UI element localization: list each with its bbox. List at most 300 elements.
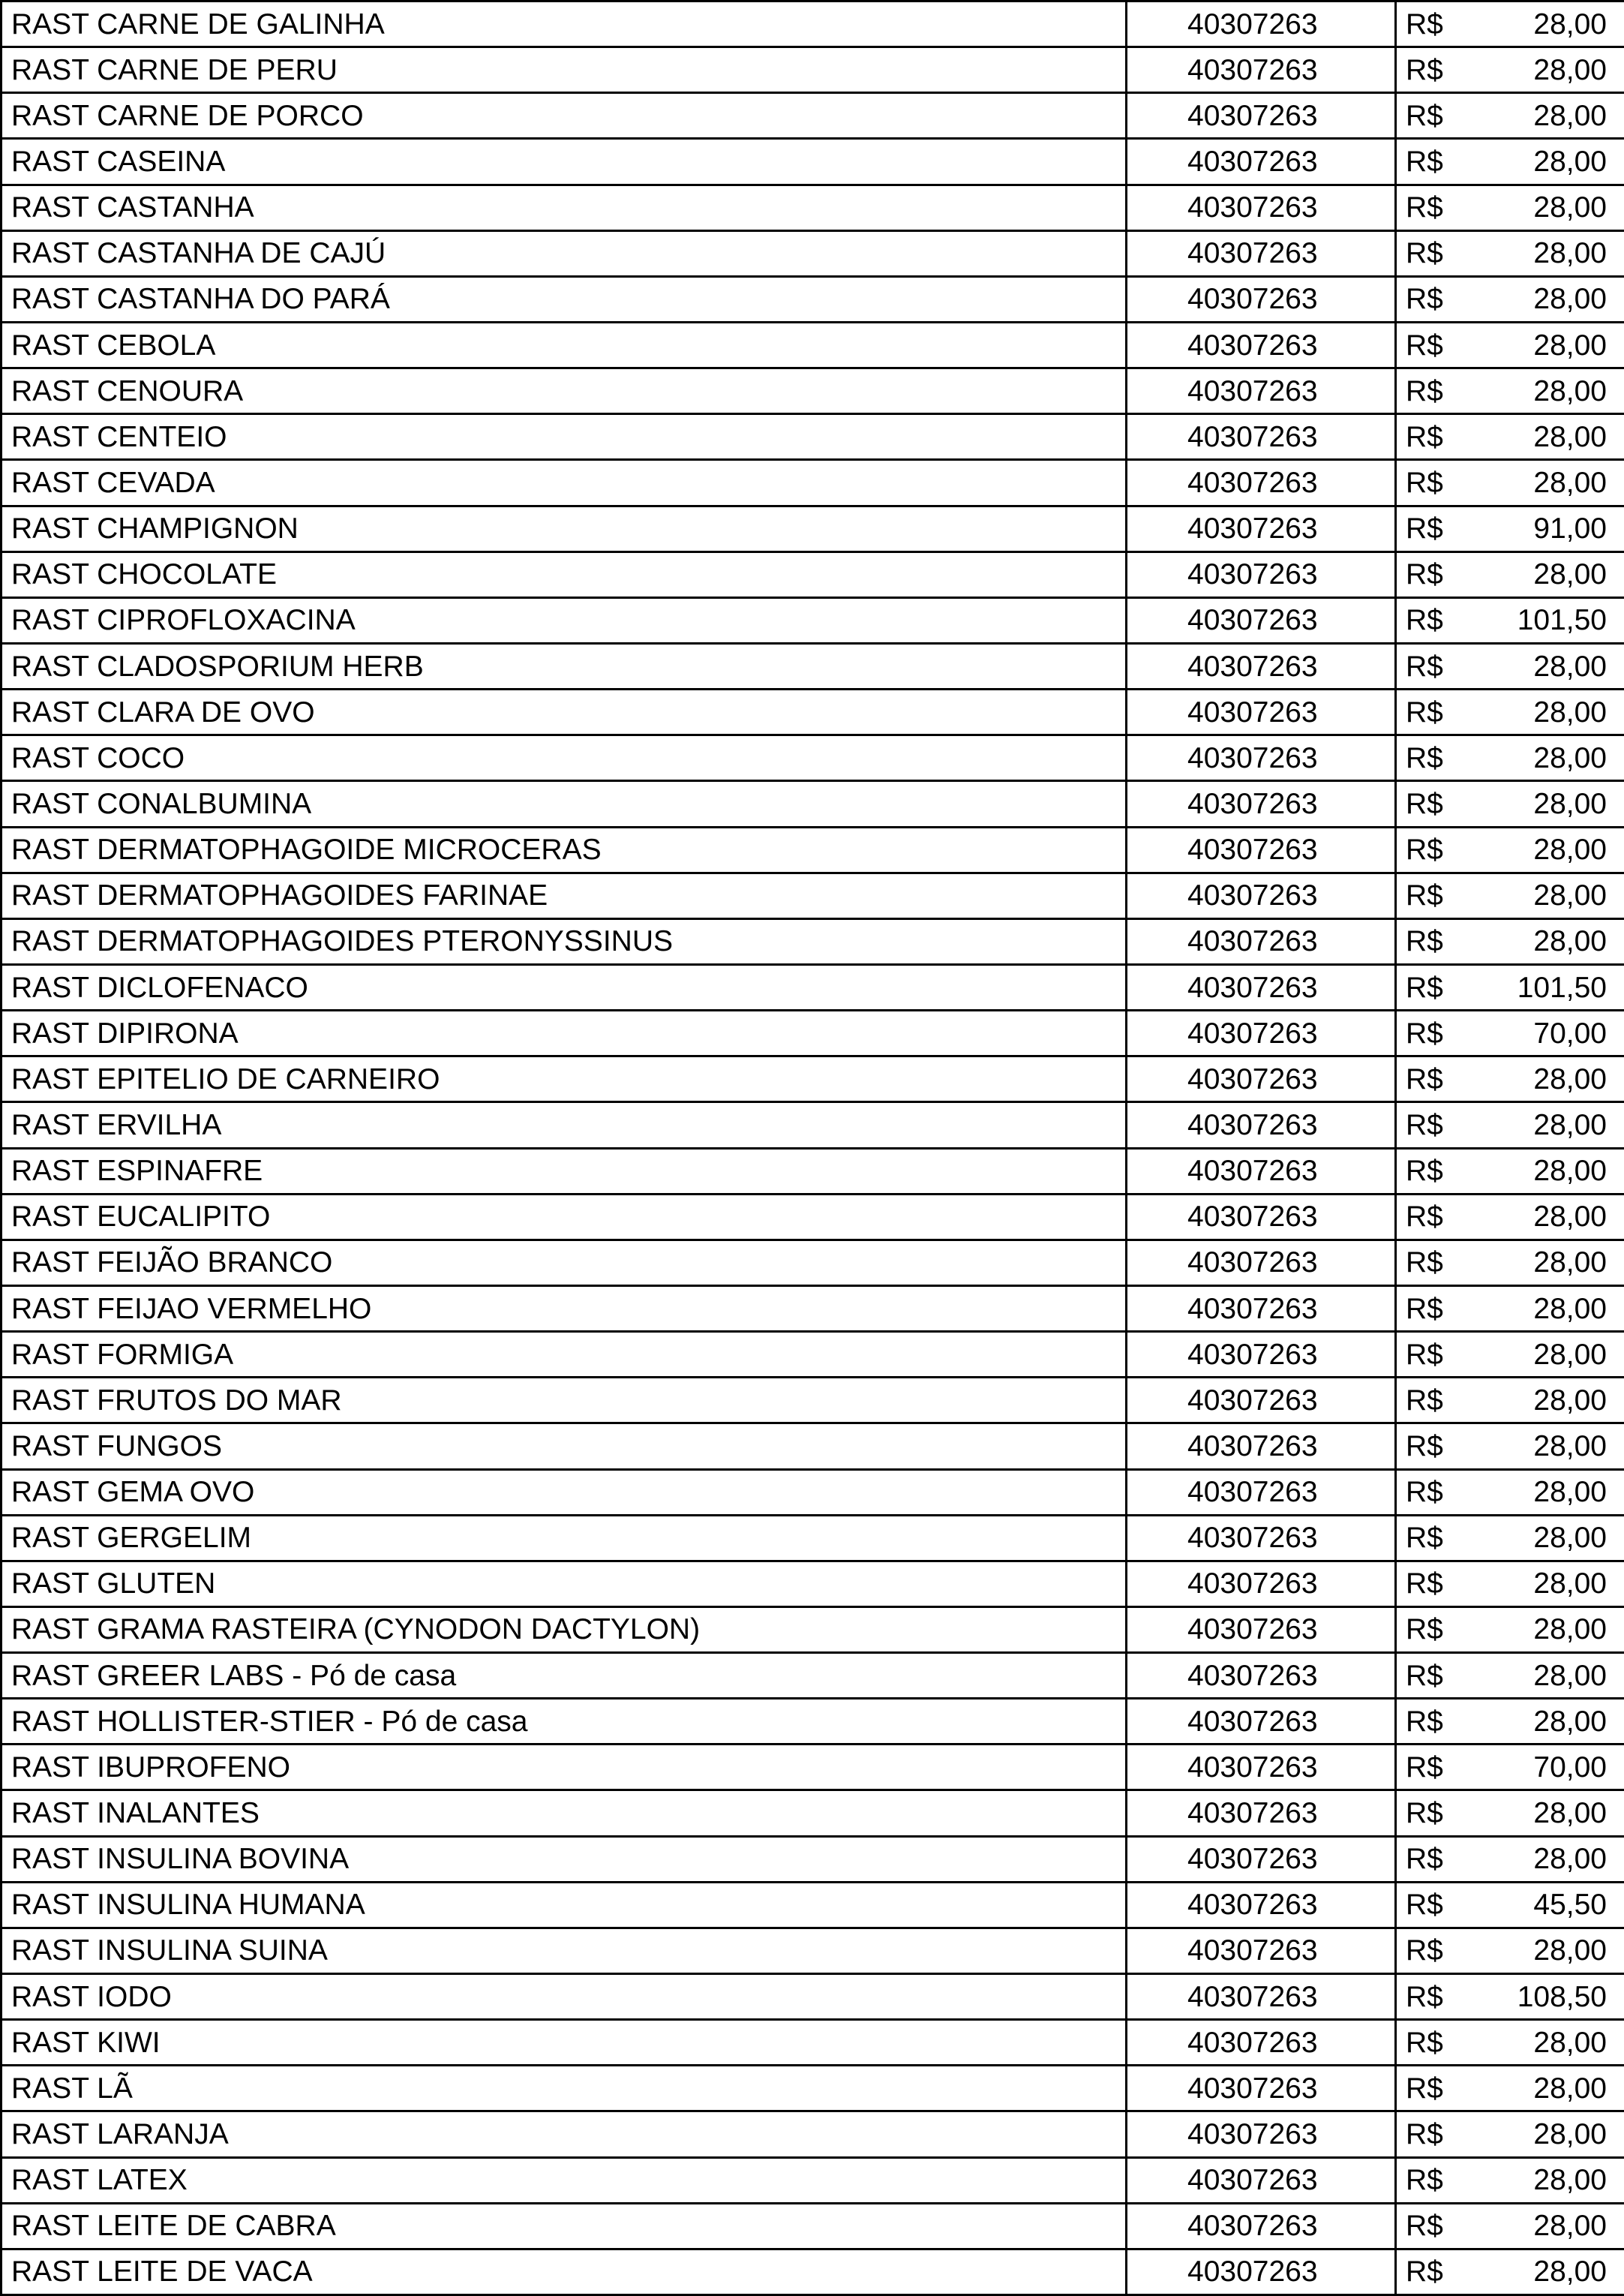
exam-name: RAST IBUPROFENO xyxy=(2,1745,1127,1790)
price-cell xyxy=(1396,1194,1624,1240)
price-cell xyxy=(1396,643,1624,689)
exam-name: RAST COCO xyxy=(2,735,1127,781)
table-row xyxy=(2,1745,1624,1790)
currency-symbol: R$ xyxy=(1406,1110,1511,1140)
price-cell xyxy=(1396,322,1624,368)
price-value: 28,00 xyxy=(1511,652,1607,681)
currency-symbol: R$ xyxy=(1406,1982,1511,2012)
exam-name: RAST CASEINA xyxy=(2,139,1127,185)
exam-name: RAST EPITELIO DE CARNEIRO xyxy=(2,1056,1127,1102)
price-table-body xyxy=(2,2,1624,2295)
price-value: 101,50 xyxy=(1511,973,1607,1002)
currency-symbol: R$ xyxy=(1406,1065,1511,1094)
price-cell xyxy=(1396,1836,1624,1882)
currency-symbol: R$ xyxy=(1406,1340,1511,1369)
currency-symbol: R$ xyxy=(1406,927,1511,956)
exam-name: RAST CONALBUMINA xyxy=(2,781,1127,827)
price-value: 70,00 xyxy=(1511,1019,1607,1048)
exam-code: 40307263 xyxy=(1127,47,1396,93)
price-cell xyxy=(1396,690,1624,735)
price-value: 28,00 xyxy=(1511,2257,1607,2286)
price-cell xyxy=(1396,1790,1624,1836)
price-value: 28,00 xyxy=(1511,193,1607,222)
exam-code: 40307263 xyxy=(1127,643,1396,689)
table-row xyxy=(2,964,1624,1010)
table-row xyxy=(2,643,1624,689)
exam-name: RAST INSULINA SUINA xyxy=(2,1928,1127,1973)
exam-code: 40307263 xyxy=(1127,276,1396,322)
currency-symbol: R$ xyxy=(1406,789,1511,819)
table-row xyxy=(2,2,1624,47)
exam-code: 40307263 xyxy=(1127,230,1396,276)
exam-name: RAST HOLLISTER-STIER - Pó de casa xyxy=(2,1699,1127,1745)
price-cell xyxy=(1396,93,1624,139)
exam-name: RAST DICLOFENACO xyxy=(2,964,1127,1010)
currency-symbol: R$ xyxy=(1406,2165,1511,2195)
exam-code: 40307263 xyxy=(1127,1928,1396,1973)
currency-symbol: R$ xyxy=(1406,560,1511,589)
table-row xyxy=(2,918,1624,964)
exam-code: 40307263 xyxy=(1127,1423,1396,1469)
price-cell xyxy=(1396,2203,1624,2249)
currency-symbol: R$ xyxy=(1406,1523,1511,1552)
exam-code: 40307263 xyxy=(1127,1561,1396,1606)
exam-code: 40307263 xyxy=(1127,1332,1396,1378)
price-value: 28,00 xyxy=(1511,1340,1607,1369)
table-row xyxy=(2,1102,1624,1148)
exam-code: 40307263 xyxy=(1127,1148,1396,1194)
exam-code: 40307263 xyxy=(1127,1974,1396,2020)
price-value: 28,00 xyxy=(1511,2028,1607,2057)
table-row xyxy=(2,1285,1624,1331)
exam-name: RAST CENOURA xyxy=(2,368,1127,414)
table-row xyxy=(2,1240,1624,1285)
price-value: 28,00 xyxy=(1511,2211,1607,2240)
price-cell xyxy=(1396,139,1624,185)
price-cell xyxy=(1396,2,1624,47)
currency-symbol: R$ xyxy=(1406,1661,1511,1690)
currency-symbol: R$ xyxy=(1406,1202,1511,1231)
price-value: 28,00 xyxy=(1511,101,1607,131)
price-value: 28,00 xyxy=(1511,1936,1607,1965)
table-row xyxy=(2,1056,1624,1102)
exam-code: 40307263 xyxy=(1127,1606,1396,1652)
currency-symbol: R$ xyxy=(1406,2074,1511,2103)
price-value: 28,00 xyxy=(1511,1156,1607,1186)
currency-symbol: R$ xyxy=(1406,193,1511,222)
price-cell xyxy=(1396,185,1624,230)
table-row xyxy=(2,368,1624,414)
exam-code: 40307263 xyxy=(1127,1056,1396,1102)
table-row xyxy=(2,1011,1624,1056)
price-value: 28,00 xyxy=(1511,239,1607,268)
currency-symbol: R$ xyxy=(1406,1156,1511,1186)
price-value: 28,00 xyxy=(1511,1661,1607,1690)
table-row xyxy=(2,1653,1624,1699)
currency-symbol: R$ xyxy=(1406,101,1511,131)
price-value: 28,00 xyxy=(1511,1569,1607,1598)
price-cell xyxy=(1396,827,1624,873)
price-cell xyxy=(1396,918,1624,964)
currency-symbol: R$ xyxy=(1406,1844,1511,1874)
price-cell xyxy=(1396,414,1624,460)
exam-code: 40307263 xyxy=(1127,368,1396,414)
currency-symbol: R$ xyxy=(1406,2120,1511,2149)
price-value: 28,00 xyxy=(1511,789,1607,819)
exam-name: RAST GLUTEN xyxy=(2,1561,1127,1606)
price-value: 101,50 xyxy=(1511,606,1607,635)
exam-code: 40307263 xyxy=(1127,918,1396,964)
exam-name: RAST CENTEIO xyxy=(2,414,1127,460)
price-value: 28,00 xyxy=(1511,1248,1607,1277)
price-value: 28,00 xyxy=(1511,468,1607,497)
exam-name: RAST FUNGOS xyxy=(2,1423,1127,1469)
exam-code: 40307263 xyxy=(1127,2,1396,47)
exam-name: RAST GRAMA RASTEIRA (CYNODON DACTYLON) xyxy=(2,1606,1127,1652)
exam-name: RAST DIPIRONA xyxy=(2,1011,1127,1056)
price-cell xyxy=(1396,2066,1624,2111)
exam-code: 40307263 xyxy=(1127,414,1396,460)
exam-code: 40307263 xyxy=(1127,2249,1396,2294)
price-value: 28,00 xyxy=(1511,56,1607,85)
table-row xyxy=(2,2020,1624,2066)
table-row xyxy=(2,185,1624,230)
price-cell xyxy=(1396,1928,1624,1973)
price-cell xyxy=(1396,2157,1624,2203)
price-value: 28,00 xyxy=(1511,1707,1607,1736)
exam-code: 40307263 xyxy=(1127,2066,1396,2111)
price-value: 28,00 xyxy=(1511,744,1607,773)
table-row xyxy=(2,1561,1624,1606)
exam-code: 40307263 xyxy=(1127,2111,1396,2157)
price-cell xyxy=(1396,1056,1624,1102)
exam-code: 40307263 xyxy=(1127,1102,1396,1148)
price-cell xyxy=(1396,460,1624,506)
exam-name: RAST CARNE DE PORCO xyxy=(2,93,1127,139)
table-row xyxy=(2,1836,1624,1882)
table-row xyxy=(2,414,1624,460)
price-cell xyxy=(1396,1102,1624,1148)
exam-name: RAST CASTANHA xyxy=(2,185,1127,230)
currency-symbol: R$ xyxy=(1406,1707,1511,1736)
price-value: 28,00 xyxy=(1511,927,1607,956)
exam-name: RAST KIWI xyxy=(2,2020,1127,2066)
exam-code: 40307263 xyxy=(1127,1378,1396,1423)
price-value: 28,00 xyxy=(1511,422,1607,452)
price-value: 28,00 xyxy=(1511,1386,1607,1415)
price-value: 28,00 xyxy=(1511,1615,1607,1644)
price-cell xyxy=(1396,1240,1624,1285)
exam-name: RAST CARNE DE GALINHA xyxy=(2,2,1127,47)
price-value: 28,00 xyxy=(1511,1065,1607,1094)
currency-symbol: R$ xyxy=(1406,56,1511,85)
table-row xyxy=(2,1148,1624,1194)
currency-symbol: R$ xyxy=(1406,1569,1511,1598)
exam-name: RAST INALANTES xyxy=(2,1790,1127,1836)
table-row xyxy=(2,276,1624,322)
price-value: 28,00 xyxy=(1511,1294,1607,1324)
price-cell xyxy=(1396,1285,1624,1331)
price-cell xyxy=(1396,873,1624,918)
price-value: 28,00 xyxy=(1511,560,1607,589)
currency-symbol: R$ xyxy=(1406,1615,1511,1644)
exam-name: RAST LARANJA xyxy=(2,2111,1127,2157)
currency-symbol: R$ xyxy=(1406,239,1511,268)
exam-code: 40307263 xyxy=(1127,1699,1396,1745)
price-value: 28,00 xyxy=(1511,1477,1607,1507)
currency-symbol: R$ xyxy=(1406,514,1511,543)
table-row xyxy=(2,1194,1624,1240)
table-row xyxy=(2,1974,1624,2020)
currency-symbol: R$ xyxy=(1406,973,1511,1002)
currency-symbol: R$ xyxy=(1406,10,1511,39)
price-cell xyxy=(1396,1699,1624,1745)
price-value: 28,00 xyxy=(1511,284,1607,314)
currency-symbol: R$ xyxy=(1406,284,1511,314)
exam-code: 40307263 xyxy=(1127,735,1396,781)
price-cell xyxy=(1396,735,1624,781)
table-row xyxy=(2,873,1624,918)
price-value: 108,50 xyxy=(1511,1982,1607,2012)
table-row xyxy=(2,2157,1624,2203)
exam-code: 40307263 xyxy=(1127,322,1396,368)
table-row xyxy=(2,1882,1624,1928)
currency-symbol: R$ xyxy=(1406,1936,1511,1965)
exam-name: RAST DERMATOPHAGOIDES FARINAE xyxy=(2,873,1127,918)
exam-name: RAST DERMATOPHAGOIDE MICROCERAS xyxy=(2,827,1127,873)
price-value: 28,00 xyxy=(1511,2074,1607,2103)
currency-symbol: R$ xyxy=(1406,2211,1511,2240)
table-row xyxy=(2,735,1624,781)
exam-code: 40307263 xyxy=(1127,1882,1396,1928)
currency-symbol: R$ xyxy=(1406,2028,1511,2057)
exam-name: RAST EUCALIPITO xyxy=(2,1194,1127,1240)
currency-symbol: R$ xyxy=(1406,1432,1511,1461)
table-row xyxy=(2,551,1624,597)
exam-name: RAST FORMIGA xyxy=(2,1332,1127,1378)
exam-name: RAST FEIJAO VERMELHO xyxy=(2,1285,1127,1331)
exam-code: 40307263 xyxy=(1127,139,1396,185)
currency-symbol: R$ xyxy=(1406,2257,1511,2286)
price-cell xyxy=(1396,1974,1624,2020)
price-value: 70,00 xyxy=(1511,1753,1607,1782)
exam-name: RAST CARNE DE PERU xyxy=(2,47,1127,93)
price-cell xyxy=(1396,1469,1624,1515)
exam-name: RAST ESPINAFRE xyxy=(2,1148,1127,1194)
exam-code: 40307263 xyxy=(1127,506,1396,551)
exam-code: 40307263 xyxy=(1127,551,1396,597)
exam-code: 40307263 xyxy=(1127,781,1396,827)
exam-code: 40307263 xyxy=(1127,1836,1396,1882)
exam-name: RAST LÃ xyxy=(2,2066,1127,2111)
price-cell xyxy=(1396,2020,1624,2066)
price-cell xyxy=(1396,276,1624,322)
exam-name: RAST CASTANHA DO PARÁ xyxy=(2,276,1127,322)
price-cell xyxy=(1396,2111,1624,2157)
currency-symbol: R$ xyxy=(1406,1386,1511,1415)
price-value: 28,00 xyxy=(1511,331,1607,360)
exam-name: RAST IODO xyxy=(2,1974,1127,2020)
currency-symbol: R$ xyxy=(1406,1753,1511,1782)
price-value: 28,00 xyxy=(1511,1110,1607,1140)
price-value: 28,00 xyxy=(1511,2165,1607,2195)
exam-code: 40307263 xyxy=(1127,1790,1396,1836)
price-cell xyxy=(1396,551,1624,597)
price-cell xyxy=(1396,1423,1624,1469)
price-cell xyxy=(1396,781,1624,827)
exam-code: 40307263 xyxy=(1127,827,1396,873)
price-cell xyxy=(1396,1606,1624,1652)
currency-symbol: R$ xyxy=(1406,1019,1511,1048)
table-row xyxy=(2,139,1624,185)
price-cell xyxy=(1396,1378,1624,1423)
price-value: 91,00 xyxy=(1511,514,1607,543)
exam-code: 40307263 xyxy=(1127,2157,1396,2203)
exam-code: 40307263 xyxy=(1127,1653,1396,1699)
price-value: 28,00 xyxy=(1511,698,1607,727)
exam-name: RAST GERGELIM xyxy=(2,1515,1127,1561)
price-cell xyxy=(1396,1011,1624,1056)
currency-symbol: R$ xyxy=(1406,468,1511,497)
price-value: 28,00 xyxy=(1511,377,1607,406)
exam-code: 40307263 xyxy=(1127,1240,1396,1285)
table-row xyxy=(2,506,1624,551)
exam-code: 40307263 xyxy=(1127,460,1396,506)
exam-code: 40307263 xyxy=(1127,1011,1396,1056)
table-row xyxy=(2,1423,1624,1469)
exam-name: RAST CASTANHA DE CAJÚ xyxy=(2,230,1127,276)
table-row xyxy=(2,1378,1624,1423)
currency-symbol: R$ xyxy=(1406,377,1511,406)
price-value: 45,50 xyxy=(1511,1890,1607,1919)
price-value: 28,00 xyxy=(1511,1844,1607,1874)
exam-code: 40307263 xyxy=(1127,873,1396,918)
exam-name: RAST LEITE DE CABRA xyxy=(2,2203,1127,2249)
table-row xyxy=(2,1928,1624,1973)
exam-name: RAST LEITE DE VACA xyxy=(2,2249,1127,2294)
price-cell xyxy=(1396,1332,1624,1378)
exam-name: RAST FEIJÃO BRANCO xyxy=(2,1240,1127,1285)
price-cell xyxy=(1396,964,1624,1010)
exam-code: 40307263 xyxy=(1127,690,1396,735)
price-cell xyxy=(1396,230,1624,276)
currency-symbol: R$ xyxy=(1406,147,1511,176)
table-row xyxy=(2,827,1624,873)
exam-code: 40307263 xyxy=(1127,1515,1396,1561)
price-value: 28,00 xyxy=(1511,1432,1607,1461)
exam-code: 40307263 xyxy=(1127,964,1396,1010)
price-value: 28,00 xyxy=(1511,1202,1607,1231)
exam-name: RAST CIPROFLOXACINA xyxy=(2,597,1127,643)
table-row xyxy=(2,1790,1624,1836)
exam-name: RAST GEMA OVO xyxy=(2,1469,1127,1515)
table-row xyxy=(2,230,1624,276)
table-row xyxy=(2,2249,1624,2294)
table-row xyxy=(2,2111,1624,2157)
currency-symbol: R$ xyxy=(1406,606,1511,635)
exam-name: RAST CLADOSPORIUM HERB xyxy=(2,643,1127,689)
table-row xyxy=(2,2203,1624,2249)
price-cell xyxy=(1396,47,1624,93)
table-row xyxy=(2,322,1624,368)
price-value: 28,00 xyxy=(1511,1799,1607,1828)
currency-symbol: R$ xyxy=(1406,331,1511,360)
price-value: 28,00 xyxy=(1511,881,1607,910)
price-value: 28,00 xyxy=(1511,835,1607,864)
currency-symbol: R$ xyxy=(1406,1248,1511,1277)
table-row xyxy=(2,2066,1624,2111)
price-cell xyxy=(1396,1745,1624,1790)
table-row xyxy=(2,93,1624,139)
currency-symbol: R$ xyxy=(1406,1799,1511,1828)
table-row xyxy=(2,690,1624,735)
exam-code: 40307263 xyxy=(1127,1745,1396,1790)
table-row xyxy=(2,1332,1624,1378)
table-row xyxy=(2,1515,1624,1561)
exam-name: RAST GREER LABS - Pó de casa xyxy=(2,1653,1127,1699)
price-value: 28,00 xyxy=(1511,2120,1607,2149)
price-value: 28,00 xyxy=(1511,1523,1607,1552)
exam-name: RAST CEBOLA xyxy=(2,322,1127,368)
price-value: 28,00 xyxy=(1511,147,1607,176)
currency-symbol: R$ xyxy=(1406,835,1511,864)
price-cell xyxy=(1396,368,1624,414)
table-row xyxy=(2,597,1624,643)
exam-code: 40307263 xyxy=(1127,1194,1396,1240)
exam-name: RAST CEVADA xyxy=(2,460,1127,506)
table-row xyxy=(2,460,1624,506)
price-cell xyxy=(1396,1561,1624,1606)
exam-name: RAST CLARA DE OVO xyxy=(2,690,1127,735)
exam-code: 40307263 xyxy=(1127,2020,1396,2066)
exam-code: 40307263 xyxy=(1127,597,1396,643)
price-cell xyxy=(1396,506,1624,551)
price-cell xyxy=(1396,1653,1624,1699)
exam-name: RAST CHOCOLATE xyxy=(2,551,1127,597)
currency-symbol: R$ xyxy=(1406,422,1511,452)
exam-code: 40307263 xyxy=(1127,1469,1396,1515)
price-cell xyxy=(1396,1515,1624,1561)
exam-name: RAST DERMATOPHAGOIDES PTERONYSSINUS xyxy=(2,918,1127,964)
table-row xyxy=(2,47,1624,93)
currency-symbol: R$ xyxy=(1406,652,1511,681)
currency-symbol: R$ xyxy=(1406,1477,1511,1507)
table-row xyxy=(2,1606,1624,1652)
exam-name: RAST FRUTOS DO MAR xyxy=(2,1378,1127,1423)
price-cell xyxy=(1396,2249,1624,2294)
exam-code: 40307263 xyxy=(1127,185,1396,230)
exam-name: RAST INSULINA HUMANA xyxy=(2,1882,1127,1928)
table-row xyxy=(2,781,1624,827)
exam-name: RAST CHAMPIGNON xyxy=(2,506,1127,551)
table-row xyxy=(2,1699,1624,1745)
currency-symbol: R$ xyxy=(1406,881,1511,910)
currency-symbol: R$ xyxy=(1406,1890,1511,1919)
exam-name: RAST INSULINA BOVINA xyxy=(2,1836,1127,1882)
exam-code: 40307263 xyxy=(1127,93,1396,139)
price-cell xyxy=(1396,597,1624,643)
currency-symbol: R$ xyxy=(1406,744,1511,773)
table-row xyxy=(2,1469,1624,1515)
price-cell xyxy=(1396,1148,1624,1194)
price-value: 28,00 xyxy=(1511,10,1607,39)
exam-code: 40307263 xyxy=(1127,1285,1396,1331)
exam-name: RAST ERVILHA xyxy=(2,1102,1127,1148)
currency-symbol: R$ xyxy=(1406,1294,1511,1324)
price-cell xyxy=(1396,1882,1624,1928)
exam-code: 40307263 xyxy=(1127,2203,1396,2249)
currency-symbol: R$ xyxy=(1406,698,1511,727)
